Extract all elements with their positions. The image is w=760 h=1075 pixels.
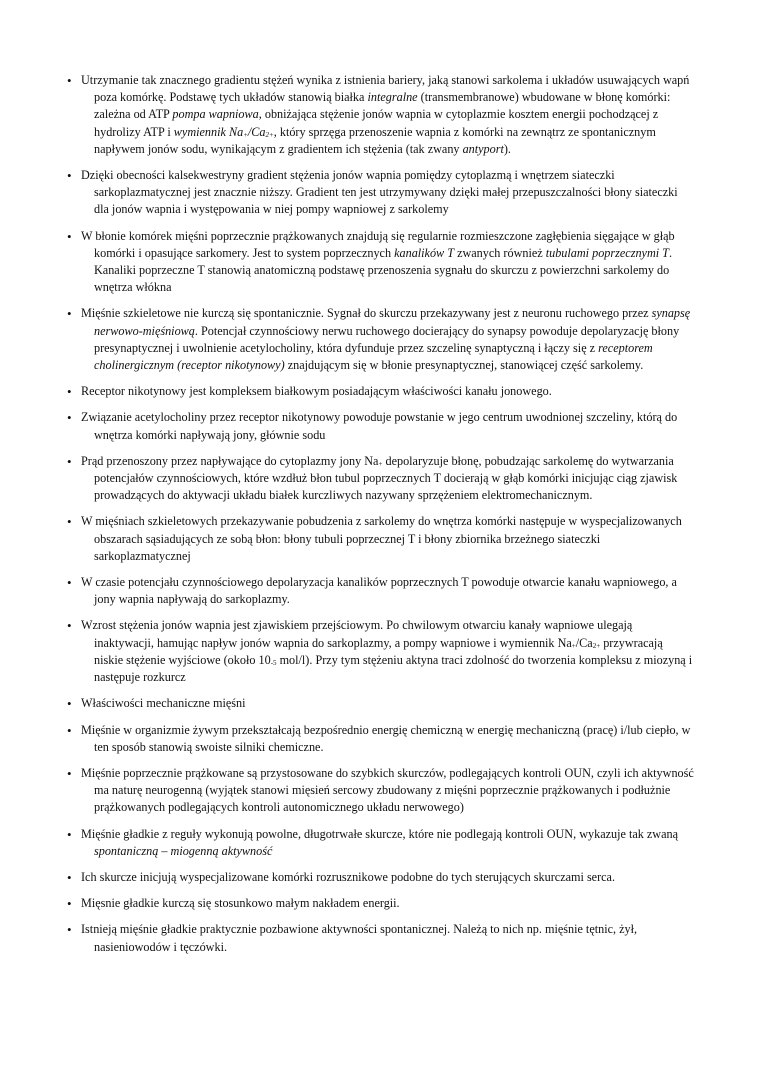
bullet-item [74, 574, 694, 608]
bullet-item [74, 722, 694, 756]
text-run: Prąd przenoszony przez napływające do cytoplazmy jony Na [81, 453, 379, 468]
italic-term: kanalików T [394, 245, 455, 260]
bullet-item [74, 617, 694, 686]
text-run: Mięsnie gładkie kurczą się stosunkowo małym nakładem energii. [81, 896, 400, 911]
bullet-item [74, 409, 694, 443]
italic-term: spontaniczną – miogenną aktywność [94, 843, 273, 858]
text-run: Mięśnie w organizmie żywym przekształcają bezpośrednio energię chemiczną w energię mechaniczną (pracę) i/lub ciepło, w ten sposób stanowią swoiste silniki chemiczne. [81, 722, 691, 754]
text-run: Wzrost stężenia jonów wapnia jest zjawiskiem przejściowym. Po chwilowym otwarciu kanały wapniowe ulegają inaktywacji, hamując napływ jonów wapnia do sarkoplazmy, a pompy wapniowe i wymiennik Na [81, 618, 633, 650]
bullet-item [74, 72, 694, 158]
text-run: . Kanaliki poprzeczne T stanowią anatomiczną podstawę przenoszenia sygnału do skurczu z powierzchni sarkolemy do wnętrza włókna [94, 245, 673, 295]
text-run: depolaryzuje błonę, pobudzając sarkolemę do wytwarzania potencjałów czynnościowych, które wzdłuż błon tubul poprzecznych T docierają w głąb komórki inicjując ciąg zjawisk prowadzących do aktywacji układu białek kurczliwych nazywany sprzężeniem elektromechanicznym. [94, 453, 678, 503]
text-run: Istnieją mięśnie gładkie praktycznie pozbawione aktywności spontanicznej. Należą to nich np. mięśnie tętnic, żył, nasieniowodów i tęczówki. [81, 922, 638, 954]
text-run: Mięśnie gładkie z reguły wykonują powolne, długotrwałe skurcze, które nie podlegają kontroli OUN, wykazuje tak zwaną [81, 826, 679, 841]
bullet-item [74, 383, 694, 400]
text-run: . Potencjał czynnościowy nerwu ruchowego docierający do synapsy powoduje depolaryzację błony presynaptycznej i uwolnienie acetylocholiny, która dyfunduje przez szczelinę synaptyczną i łączy się z [94, 323, 680, 355]
subscript-text: + [243, 130, 248, 139]
text-run: znajdującym się w błonie presynaptycznej, stanowiącej część sarkolemy. [284, 358, 644, 373]
text-run: /Ca [575, 635, 593, 650]
text-run: (transmembranowe) wbudowane w błonę komórki: zależna od ATP [94, 90, 671, 122]
text-run: mol/l). Przy tym stężeniu aktyna traci zdolność do tworzenia kompleksu z miozyną i następuje rozkurcz [94, 652, 693, 685]
bullet-item [74, 695, 694, 712]
text-run: Receptor nikotynowy jest kompleksem białkowym posiadającym właściwości kanału jonowego. [81, 384, 552, 399]
bullet-item [74, 305, 694, 374]
subscript-text: 2+ [592, 641, 601, 650]
text-run: Związanie acetylocholiny przez receptor nikotynowy powoduje powstanie w jego centrum uwodnionej szczeliny, którą do wnętrza komórki napływają jony, głównie sodu [81, 410, 678, 442]
text-run: Dzięki obecności kalsekwestryny gradient stężenia jonów wapnia pomiędzy cytoplazmą i wnętrzem siateczki sarkoplazmatycznej jest znacznie niższy. Gradient ten jest utrzymywany dzięki małej przepuszczalności błony siateczki dla jonów wapnia i występowania w niej pompy wapniowej z sarkolemy [81, 168, 678, 217]
bullet-item [74, 228, 694, 297]
text-run: , który sprzęga przenoszenie wapnia z komórki na zewnątrz ze spontanicznym napływem jonów sodu, wynikającym z gradientem ich stężenia (tak zwany [94, 124, 656, 156]
bullet-item [74, 513, 694, 565]
bullet-item [74, 167, 694, 219]
text-run: Właściwości mechaniczne mięśni [81, 696, 246, 711]
text-run: W czasie potencjału czynnościowego depolaryzacja kanalików poprzecznych T powoduje otwarcie kanału wapniowego, a jony wapnia napływają do sarkoplazmy. [81, 575, 677, 607]
subscript-text: 2+ [265, 130, 274, 139]
text-run: W mięśniach szkieletowych przekazywanie pobudzenia z sarkolemy do wnętrza komórki następuje w wyspecjalizowanych obszarach sąsiadujących ze sobą błon: błony tubuli poprzecznej T i błony zbiornika brzeżnego siateczki sarkoplazmatycznej [81, 514, 682, 563]
italic-term: tubulami poprzecznymi T [545, 245, 669, 260]
italic-term: wymiennik Na [173, 124, 244, 139]
text-run: ). [503, 141, 511, 156]
italic-term: synapsę nerwowo-mięśniową [94, 306, 691, 338]
subscript-text: + [378, 459, 383, 468]
italic-term: pompa wapniowa [172, 107, 259, 122]
bullet-item [74, 921, 694, 955]
bullet-item [74, 765, 694, 817]
text-run: zwanych również [454, 245, 546, 260]
italic-term: antyport [462, 141, 504, 156]
italic-term: receptorem cholinergicznym (receptor nikotynowy) [94, 340, 653, 373]
text-run: Mięśnie poprzecznie prążkowane są przystosowane do szybkich skurczów, podlegających kontroli OUN, czyli ich aktywność ma naturę neurogenną (wyjątek stanowi mięsień sercowy zbudowany z mięśni poprzecznie prążkowanych i podłużnie prążkowanych podlegających kontroli autonomicznego układu nerwowego) [81, 765, 694, 815]
italic-term: /Ca [247, 124, 266, 139]
bullet-item [74, 869, 694, 886]
subscript-text: -5 [270, 658, 277, 667]
text-run: W błonie komórek mięśni poprzecznie prążkowanych znajdują się regularnie rozmieszczone zagłębienia sięgające w głąb komórki i opasujące sarkomery. Jest to system poprzecznych [81, 228, 675, 260]
bullet-item [74, 895, 694, 912]
bullet-item [74, 453, 694, 505]
text-run: Mięśnie szkieletowe nie kurczą się spontanicznie. Sygnał do skurczu przekazywany jest z neuronu ruchowego przez [81, 306, 652, 321]
text-run: Ich skurcze inicjują wyspecjalizowane komórki rozrusznikowe podobne do tych sterujących skurczami serca. [81, 869, 616, 884]
bullet-item [74, 826, 694, 860]
text-run: przywracają niskie stężenie wyjściowe (około 10 [94, 635, 663, 667]
bullet-list [74, 72, 694, 965]
subscript-text: + [571, 641, 576, 650]
text-run: Utrzymanie tak znacznego gradientu stężeń wynika z istnienia bariery, jaką stanowi sarkolema i układów usuwających wapń poza komórkę. Podstawę tych układów stanowią białka [81, 73, 690, 105]
text-run: , obniżająca stężenie jonów wapnia w cytoplazmie kosztem energii pochodzącej z hydrolizy ATP i [94, 107, 659, 139]
italic-term: integralne [367, 90, 418, 105]
